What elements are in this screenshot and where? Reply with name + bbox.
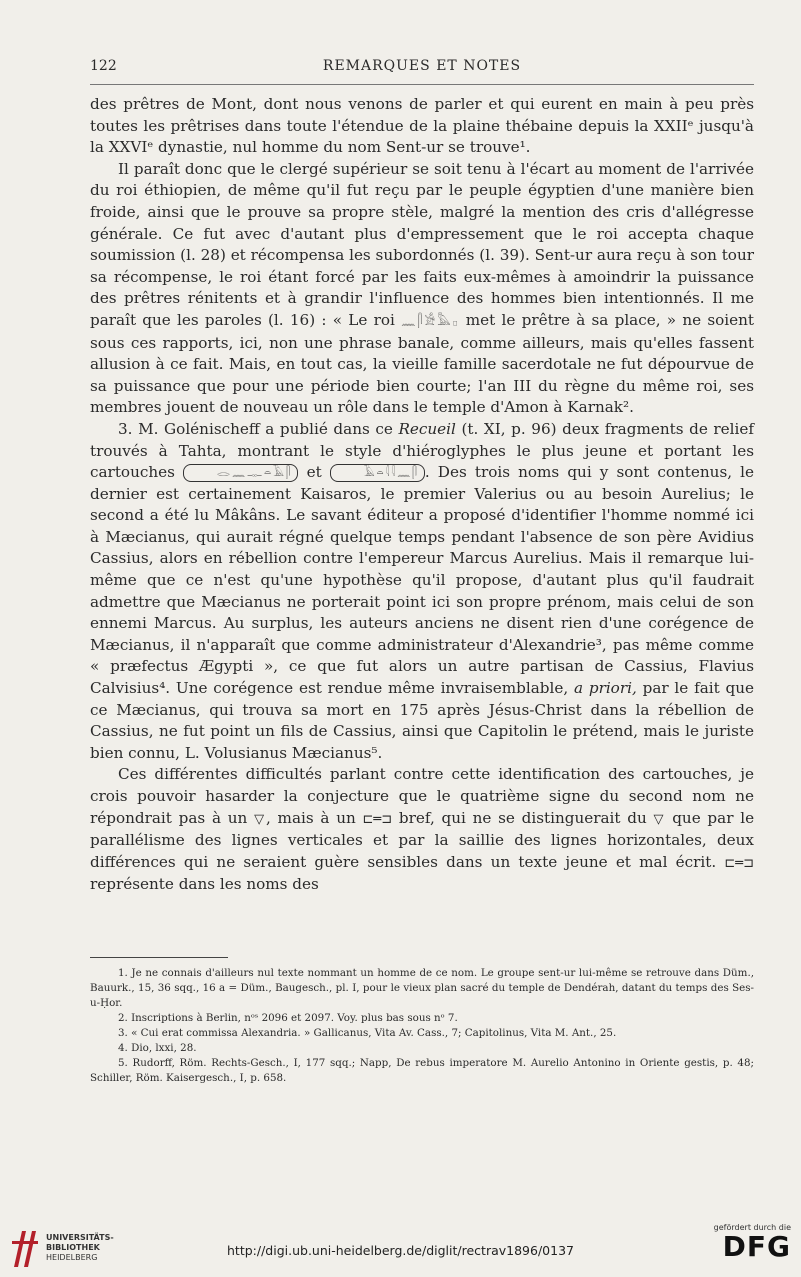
paragraph-3-text-c: . Des trois noms qui y sont contenus, le dernier est certainement Kaisaros, le premier Valerius ou au besoin Aurelius; le second a été lu Mâkâns. Le savant éditeur a proposé d'identifier l'homme nommé ici à Mæcianus, qui aurait régné quelque temps pendant l'absence de son père Avidius Cassius, alors en rébellion contre l'empereur Marcus Aurelius. Mais il remarque lui-même que ce n'est qu'une hypothèse qu'il propose, d'autant plus qu'il faudrait admettre que Mæcianus ne porterait point ici son propre prénom, mais celui de son ennemi Marcus. Au surplus, les auteurs anciens ne disent rien d'une corégence de Mæcianus, il n'apparaît que comme administrateur d'Alexandrie³, pas même comme « præfectus Ægypti », ce que fut alors un autre partisan de Cassius, Flavius Calvisius⁴. Une corégence est rendue même invraisemblable, — [90, 463, 755, 698]
paragraph-4-text-e: représente dans les noms des — [90, 875, 319, 894]
paragraph-3-text-b: (t. XI, p. 96) deux fragments de relief trouvés à Tahta, montrant le style d'hiéroglyphes le plus jeune et portant les cartouches — [90, 419, 754, 482]
recueil-italic: Recueil — [398, 419, 456, 438]
running-title: REMARQUES ET NOTES — [322, 58, 522, 74]
footnote-3: 3. « Cui erat commissa Alexandria. » Gallicanus, Vita Av. Cass., 7; Capitolinus, Vita M. Ant., 25. — [118, 1027, 617, 1039]
header-rule — [90, 84, 754, 85]
footnote-1: 1. Je ne connais d'ailleurs nul texte nommant un homme de ce nom. Le groupe sent-ur lui-même se retrouve dans Düm., Bauurk., 15, 36 sqq., 16 a = Düm., Baugesch., pl. I, pour le vieux plan sacré du temple de Dendérah, datant du temps des Ses-u-Ḥor. — [90, 967, 754, 1009]
bar-glyph-2: ⊏═⊐ — [724, 855, 754, 871]
paragraph-3-et: et — [306, 463, 322, 482]
source-url-link[interactable]: http://digi.ub.uni-heidelberg.de/diglit/rectrav1896/0137 — [227, 1243, 574, 1258]
library-name-line-2: BIBLIOTHEK — [46, 1243, 100, 1252]
hieroglyph-group: 𓈖𓋴𓀀𓅓𓊪 — [401, 313, 460, 328]
dfg-logo[interactable] — [701, 1223, 791, 1273]
paragraph-1: des prêtres de Mont, dont nous venons de parler et qui eurent en main à peu près toutes les prêtrises dans toute l'étendue de la plaine thébaine depuis la XXIIᵉ jusqu'à la XXVIᵉ dynastie, nul homme du nom Sent-ur se trouve¹. — [90, 95, 754, 157]
vase-glyph-2: ▽ — [653, 811, 666, 827]
library-name-line-1: UNIVERSITÄTS- — [46, 1233, 114, 1242]
footnote-5: 5. Rudorff, Röm. Rechts-Gesch., I, 177 sqq.; Napp, De rebus imperatore M. Aurelio Antonino in Oriente gestis, p. 48; Schiller, Röm. Kaisergesch., I, p. 658. — [90, 1057, 754, 1084]
library-name-line-3: HEIDELBERG — [46, 1253, 98, 1262]
paragraph-3-text-a: 3. M. Golénischeff a publié dans ce — [118, 419, 393, 438]
footnote-2: 2. Inscriptions à Berlin, nᵒˢ 2096 et 2097. Voy. plus bas sous nᵒ 7. — [118, 1012, 458, 1024]
funding-label: gefördert durch die — [713, 1223, 791, 1232]
paragraph-4-text-b: , mais à un — [265, 808, 356, 827]
footnotes — [90, 966, 754, 1086]
digitization-footer — [0, 1215, 801, 1277]
vase-glyph: ▽ — [254, 811, 266, 827]
main-text — [90, 94, 754, 896]
footnote-rule — [90, 957, 228, 958]
cartouche-2: 𓄿𓏏𓇋𓇋𓈖𓋴 — [330, 464, 425, 482]
dfg-wordmark: DFG — [722, 1230, 791, 1263]
running-header — [90, 58, 754, 78]
a-priori-italic: a priori, — [573, 679, 637, 698]
paragraph-4-text-c: bref, qui ne se distinguerait du — [398, 808, 647, 827]
page-number: 122 — [90, 58, 117, 74]
cartouche-1: 𓂋𓈖𓊃𓏏𓄿𓋴 — [183, 464, 298, 482]
paragraph-4-text-a: Ces différentes difficultés parlant contre cette identification des cartouches, je crois pouvoir hasarder la conjecture que le quatrième signe du second nom ne répondrait pas à un — [90, 765, 754, 827]
paragraph-2-text-a: Il paraît donc que le clergé supérieur se soit tenu à l'écart au moment de l'arrivée du roi éthiopien, de même qu'il fut reçu par le peuple égyptien d'une manière bien froide, ainsi que le prouve sa propre stèle, malgré la mention des cris d'allégresse générale. Ce fut avec d'autant plus d'empressement que le roi accepta chaque soumission (l. 28) et récompensa les subordonnés (l. 39). Sent-ur aura reçu à son tour sa récompense, le roi étant forcé par les faits eux-mêmes à amoindrir la puissance des prêtres rénitents et à grandir l'influence des hommes bien intentionnés. Il me paraît que les paroles (l. 16) : « Le roi — [90, 159, 754, 329]
paragraph-4-text-d: que par le parallélisme des lignes verticales et par la saillie des lignes horizontales, deux différences qui ne seraient guère sensibles dans un texte jeune et mal écrit. — [90, 808, 755, 871]
footnote-4: 4. Dio, lxxi, 28. — [118, 1042, 197, 1054]
bar-glyph: ⊏═⊐ — [362, 811, 393, 827]
paragraph-3-text-d: par le fait que ce Mæcianus, qui trouva sa mort en 175 après Jésus-Christ dans la rébellion de Cassius, ne fut point un fils de Cassius, ainsi que Capitolin le prétend, mais le juriste bien connu, L. Volusianus Mæcianus⁵. — [90, 679, 755, 762]
paragraph-2 — [90, 159, 754, 419]
paragraph-3 — [90, 419, 754, 765]
paragraph-4 — [90, 764, 754, 896]
paragraph-2-text-b: met le prêtre à sa place, » ne soient sous ces rapports, ici, non une phrase banale, comme ailleurs, mais qu'elles fassent allusion à ce fait. Mais, en tout cas, la vieille famille sacerdotale ne fut dépourvue de sa puissance que pour une période bien courte; l'an III du règne du même roi, ses membres jouent de nouveau un rôle dans le temple d'Amon à Karnak². — [90, 310, 755, 417]
